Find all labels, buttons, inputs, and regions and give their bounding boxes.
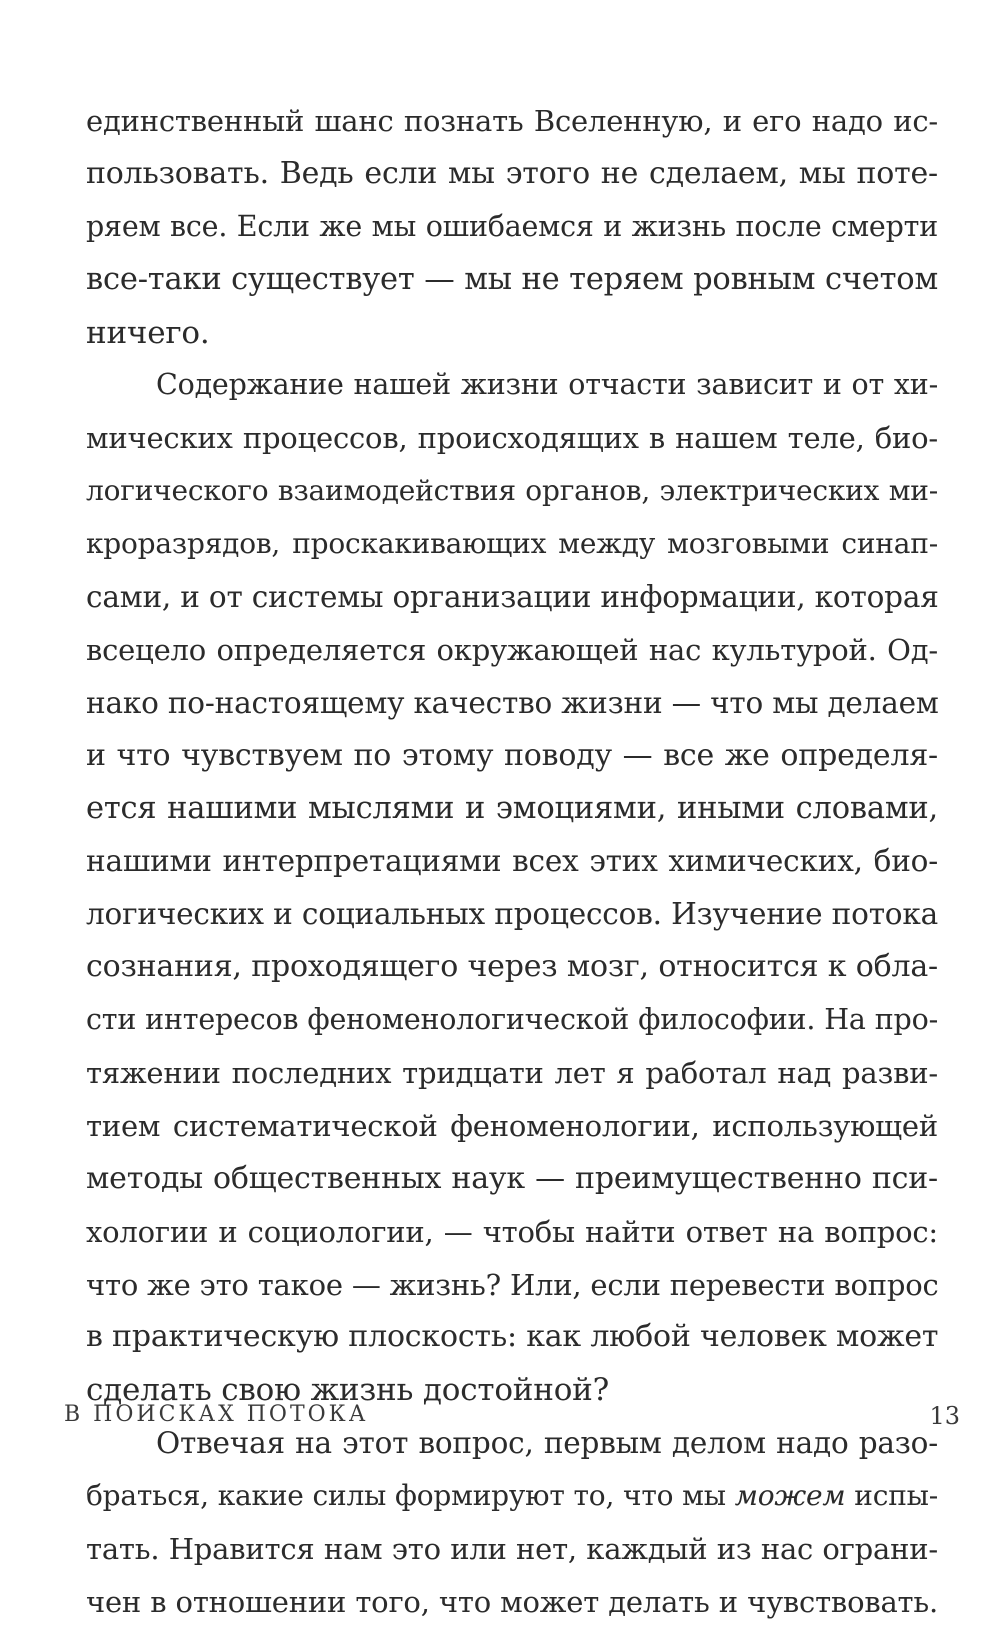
- emphasized-word: можем: [734, 1479, 846, 1513]
- text-line: ничего.: [86, 314, 210, 351]
- text-line: пользовать. Ведь если мы этого не сделаем, мы поте-: [86, 155, 938, 191]
- text-line: тием систематической феноменологии, использующей: [86, 1108, 938, 1143]
- text-segment: испы-: [845, 1479, 938, 1513]
- text-line: сами, и от системы организации информации, которая: [86, 580, 939, 615]
- text-line: сти интересов феноменологической философии. На про-: [86, 1003, 938, 1037]
- text-line: кроразрядов, проскакивающих между мозговыми синап-: [86, 527, 938, 561]
- running-title: В ПОИСКАХ ПОТОКА: [64, 1402, 369, 1427]
- text-line: сознания, проходящего через мозг, относится к обла-: [86, 949, 938, 985]
- text-line: в практическую плоскость: как любой человек может: [86, 1319, 939, 1355]
- text-line: тяжении последних тридцати лет я работал над разви-: [86, 1056, 938, 1091]
- page-footer: [64, 1402, 960, 1442]
- text-line: ется нашими мыслями и эмоциями, иными словами,: [86, 790, 938, 826]
- text-line: логических и социальных процессов. Изучение потока: [86, 897, 938, 932]
- text-line: нако по-настоящему качество жизни — что мы делаем: [86, 685, 939, 720]
- text-line: что же это такое — жизнь? Или, если перевести вопрос: [86, 1267, 939, 1302]
- text-line: тать. Нравится нам это или нет, каждый из нас ограни-: [86, 1532, 938, 1567]
- text-line: мических процессов, происходящих в нашем теле, био-: [86, 421, 938, 456]
- text-line: чен в отношении того, что может делать и чувствовать.: [86, 1584, 938, 1619]
- text-line: нашими интерпретациями всех этих химических, био-: [86, 844, 938, 879]
- text-line: единственный шанс познать Вселенную, и его надо ис-: [86, 104, 938, 138]
- text-line: сделать свою жизнь достойной?: [86, 1372, 610, 1409]
- page-number: 13: [929, 1402, 960, 1430]
- text-segment: браться, какие силы формируют то, что мы: [86, 1479, 735, 1513]
- text-line: всецело определяется окружающей нас культурой. Од-: [86, 632, 938, 667]
- text-line: хологии и социологии, — чтобы найти ответ на вопрос:: [86, 1214, 938, 1249]
- body-text: [86, 95, 938, 1629]
- text-line: методы общественных наук — преимущественно пси-: [86, 1160, 938, 1196]
- text-line-paragraph-start: Отвечая на этот вопрос, первым делом надо разо-: [156, 1426, 938, 1461]
- text-line-paragraph-start: Содержание нашей жизни отчасти зависит и от хи-: [156, 368, 938, 402]
- text-line-with-emphasis: [86, 1470, 938, 1523]
- text-line: все-таки существует — мы не теряем ровным счетом: [86, 261, 938, 297]
- text-line: и что чувствуем по этому поводу — все же определя-: [86, 737, 938, 773]
- text-line: ряем все. Если же мы ошибаемся и жизнь после смерти: [86, 209, 938, 243]
- text-line: логического взаимодействия органов, электрических ми-: [86, 474, 938, 508]
